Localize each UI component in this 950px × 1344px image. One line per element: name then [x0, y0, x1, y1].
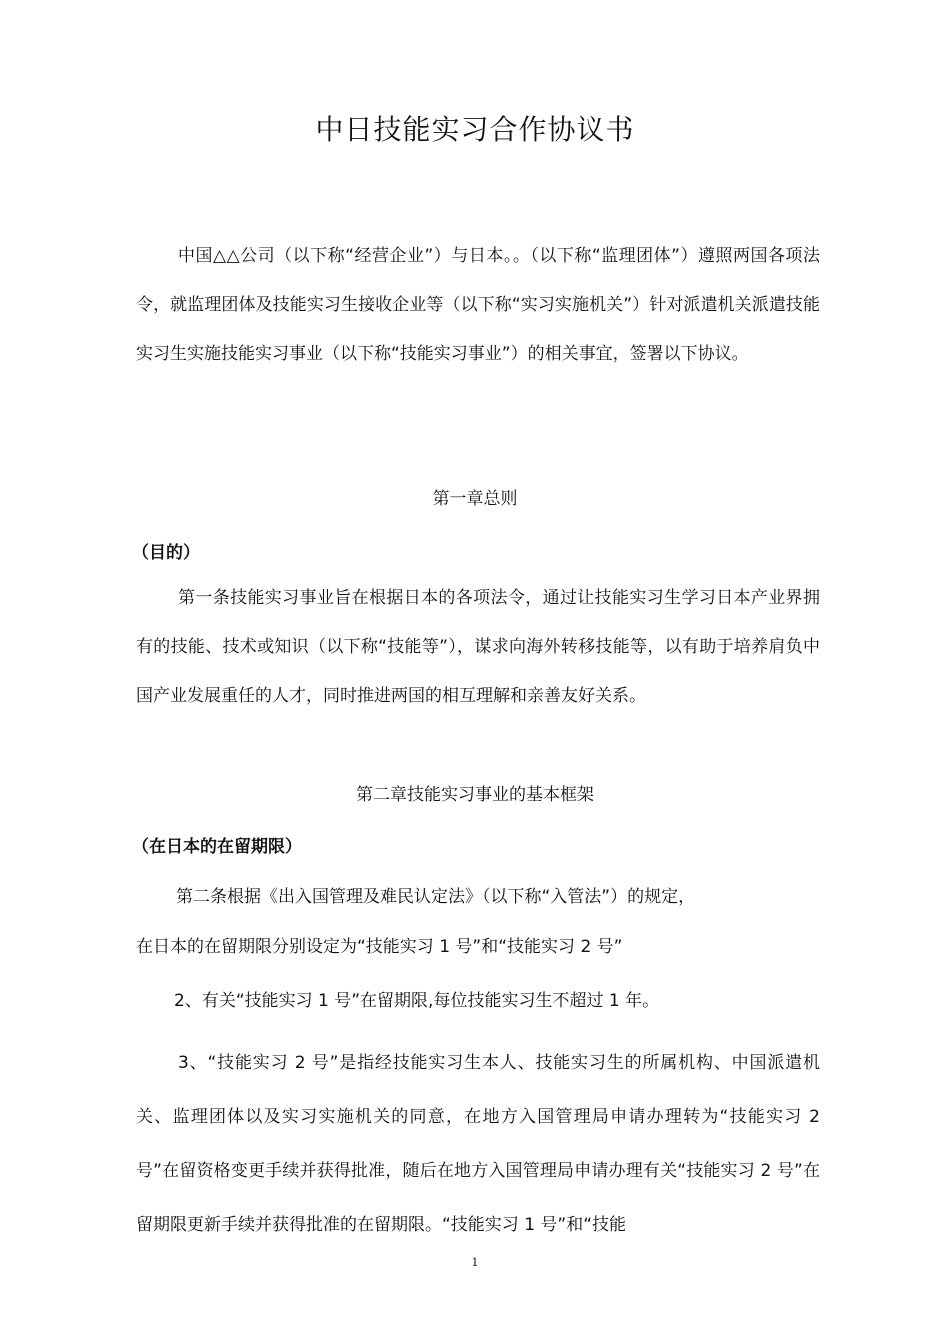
- intro-paragraph: 中国△△公司（以下称“经营企业”）与日本。。（以下称“监理团体”）遵照两国各项法令，就监理团体及技能实习生接收企业等（以下称“实习实施机关”）针对派遣机关派遣技能实习生实施技能实习事业（以下称“技能实习事业”）的相关事宜，签署以下协议。: [136, 246, 820, 364]
- page-number: 1: [471, 1256, 479, 1269]
- article-2-line-1: 第二条根据《出入国管理及难民认定法》（以下称“入管法”）的规定，: [176, 887, 696, 907]
- article-2-item-2: 2、有关“技能实习 1 号”在留期限,每位技能实习生不超过 1 年。: [174, 991, 660, 1011]
- chapter-1-title: 第一章总则: [432, 489, 518, 509]
- article-1-paragraph: 第一条技能实习事业旨在根据日本的各项法令，通过让技能实习生学习日本产业界拥有的技能、技术或知识（以下称“技能等”），谋求向海外转移技能等，以有助于培养肩负中国产业发展重任的人才，同时推进两国的相互理解和亲善友好关系。: [136, 588, 820, 706]
- document-title: 中日技能实习合作协议书: [315, 113, 635, 146]
- chapter-2-title: 第二章技能实习事业的基本框架: [356, 785, 594, 805]
- section-heading-purpose: （目的）: [132, 543, 200, 563]
- article-2-line-2: 在日本的在留期限分别设定为“技能实习 1 号”和“技能实习 2 号”: [136, 937, 623, 957]
- article-2-item-3: 3、“技能实习 2 号”是指经技能实习生本人、技能实习生的所属机构、中国派遣机关、监理团体以及实习实施机关的同意，在地方入国管理局申请办理转为“技能实习 2 号”在留资格变更手续并获得批准，随后在地方入国管理局申请办理有关“技能实习 2 号”在留期限更新手续并获得批准的在留期限。“技能实习 1 号”和“技能: [136, 1053, 820, 1235]
- section-heading-stay-period: （在日本的在留期限）: [132, 837, 302, 857]
